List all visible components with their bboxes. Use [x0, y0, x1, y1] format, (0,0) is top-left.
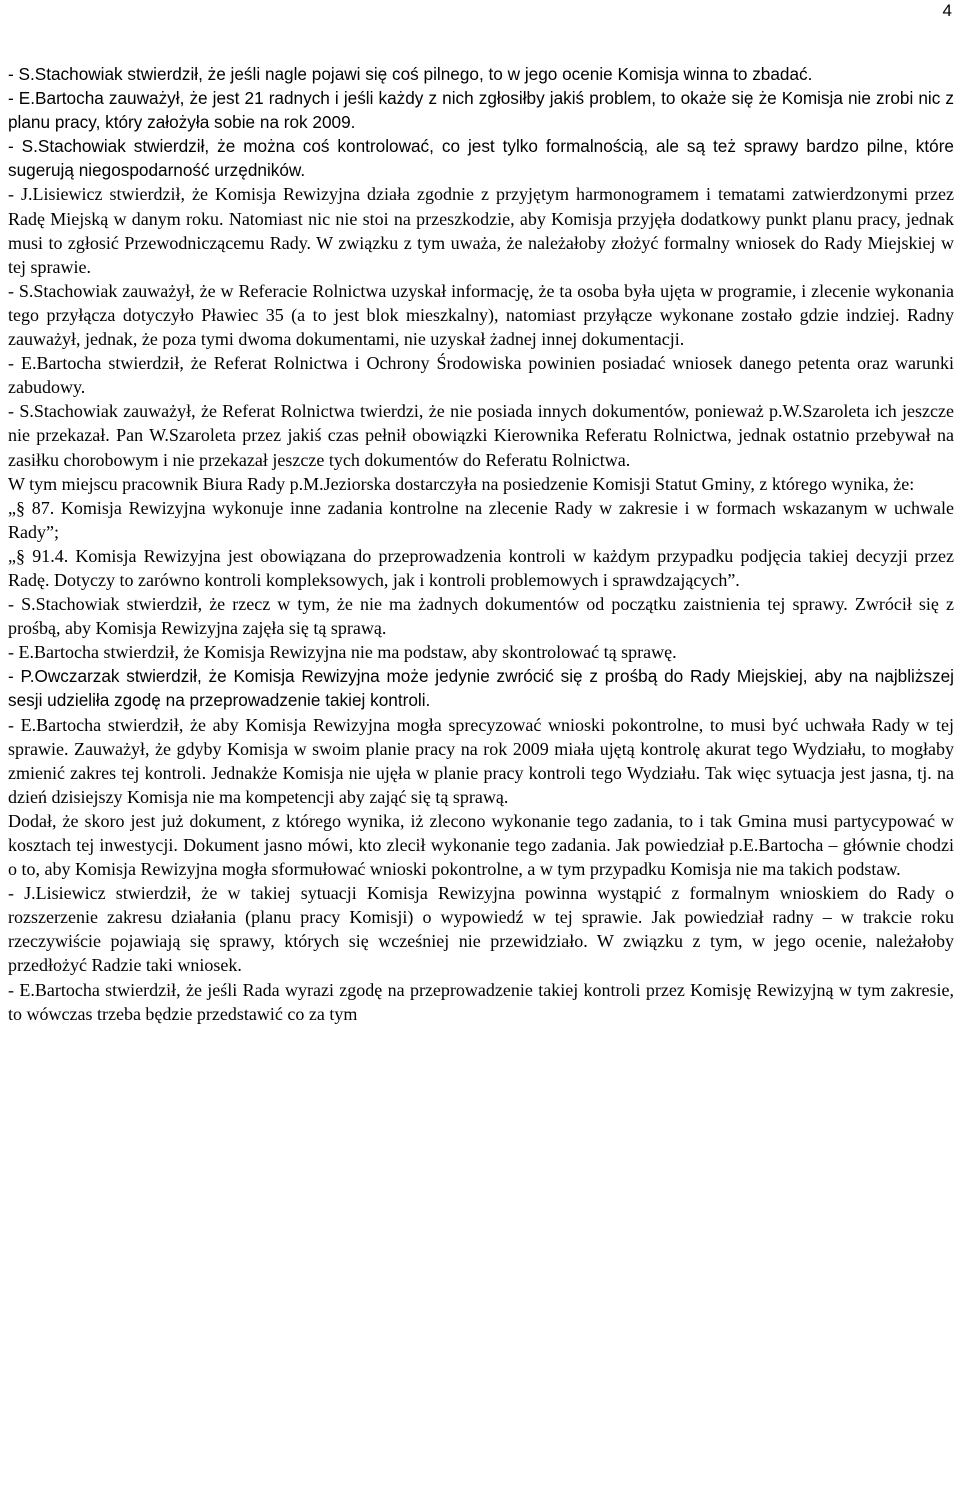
- paragraph: - S.Stachowiak zauważył, że Referat Rolnictwa twierdzi, że nie posiada innych dokumentów, ponieważ p.W.Szaroleta ich jeszcze nie przekazał. Pan W.Szaroleta przez jakiś czas pełnił obowiązki Kierownika Referatu Rolnictwa, jednak ostatnio przebywał na zasiłku chorobowym i nie przekazał jeszcze tych dokumentów do Referatu Rolnictwa.: [8, 401, 954, 470]
- paragraph: „§ 91.4. Komisja Rewizyjna jest obowiązana do przeprowadzenia kontroli w każdym przypadku podjęcia takiej decyzji przez Radę. Dotyczy to zarówno kontroli kompleksowych, jak i kontroli problemowych i sprawdzających”.: [8, 545, 954, 590]
- paragraph: - E.Bartocha stwierdził, że jeśli Rada wyrazi zgodę na przeprowadzenie takiej kontroli przez Komisję Rewizyjną w tym zakresie, to wówczas trzeba będzie przedstawić co za tym: [8, 979, 954, 1024]
- paragraph: - E.Bartocha stwierdził, że Komisja Rewizyjna nie ma podstaw, aby skontrolować tą sprawę.: [8, 642, 677, 663]
- paragraph: - J.Lisiewicz stwierdził, że w takiej sytuacji Komisja Rewizyjna powinna wystąpić z formalnym wnioskiem do Rady o rozszerzenie zakresu działania (planu pracy Komisji) o wypowiedź w tej sprawie. Jak powiedział radny – w trakcie roku rzeczywiście pojawiają się sprawy, których się wcześniej nie przewidziało. W związku z tym, w jego ocenie, należałoby przedłożyć Radzie taki wniosek.: [8, 883, 954, 976]
- paragraph: - S.Stachowiak zauważył, że w Referacie Rolnictwa uzyskał informację, że ta osoba była ujęta w programie, i zlecenie wykonania tego przyłącza dotyczyło Pławiec 35 (a to jest blok mieszkalny), natomiast przyłącze wykonane zostało gdzie indziej. Radny zauważył, jednak, że poza tymi dwoma dokumentami, nie uzyskał żadnej innej dokumentacji.: [8, 280, 954, 350]
- paragraph: W tym miejscu pracownik Biura Rady p.M.Jeziorska dostarczyła na posiedzenie Komisji Statut Gminy, z którego wynika, że:: [8, 473, 915, 494]
- paragraph: - E.Bartocha stwierdził, że aby Komisja Rewizyjna mogła sprecyzować wnioski pokontrolne, to musi być uchwała Rady w tej sprawie. Zauważył, że gdyby Komisja w swoim planie pracy na rok 2009 miała ujętą kontrolę akurat tego Wydziału, to mogłaby zmienić zakres tej kontroli. Jednakże Komisja nie ujęła w planie pracy kontroli tego Wydziału. Tak więc sytuacja jest jasna, tj. na dzień dzisiejszy Komisja nie ma kompetencji aby zająć się tą sprawą.: [8, 714, 954, 807]
- paragraph: Dodał, że skoro jest już dokument, z którego wynika, iż zlecono wykonanie tego zadania, to i tak Gmina musi partycypować w kosztach tej inwestycji. Dokument jasno mówi, kto zlecił wykonanie tego zadania. Jak powiedział p.E.Bartocha – głównie chodzi o to, aby Komisja Rewizyjna mogła sformułować wnioski pokontrolne, a w tym przypadku Komisja nie ma takich podstaw.: [8, 810, 954, 880]
- paragraph: - P.Owczarzak stwierdził, że Komisja Rewizyjna może jedynie zwrócić się z prośbą do Rady Miejskiej, aby na najbliższej sesji udzieliła zgodę na przeprowadzenie takiej kontroli.: [8, 666, 954, 711]
- paragraph: - S.Stachowiak stwierdził, że rzecz w tym, że nie ma żadnych dokumentów od początku zaistnienia tej sprawy. Zwrócił się z prośbą, aby Komisja Rewizyjna zajęła się tą sprawą.: [8, 594, 954, 639]
- paragraph: - E.Bartocha zauważył, że jest 21 radnych i jeśli każdy z nich zgłosiłby jakiś problem, to okaże się że Komisja nie zrobi nic z planu pracy, który założyła sobie na rok 2009.: [8, 88, 954, 133]
- paragraph: - S.Stachowiak stwierdził, że jeśli nagle pojawi się coś pilnego, to w jego ocenie Komisja winna to zbadać.: [8, 64, 813, 84]
- paragraph: - E.Bartocha stwierdził, że Referat Rolnictwa i Ochrony Środowiska powinien posiadać wniosek danego petenta oraz warunki zabudowy.: [8, 353, 954, 398]
- paragraph: „§ 87. Komisja Rewizyjna wykonuje inne zadania kontrolne na zlecenie Rady w zakresie i w formach wskazanym w uchwale Rady”;: [8, 497, 954, 542]
- page-number: 4: [942, 1, 952, 20]
- paragraph: - S.Stachowiak stwierdził, że można coś kontrolować, co jest tylko formalnością, ale są też sprawy bardzo pilne, które sugerują niegospodarność urzędników.: [8, 136, 954, 181]
- paragraph: - J.Lisiewicz stwierdził, że Komisja Rewizyjna działa zgodnie z przyjętym harmonogramem i tematami zatwierdzonymi przez Radę Miejską w danym roku. Natomiast nic nie stoi na przeszkodzie, aby Komisja przyjęła dodatkowy punkt planu pracy, jednak musi to zgłosić Przewodniczącemu Rady. W związku z tym uważa, że należałoby złożyć formalny wniosek do Rady Miejskiej w tej sprawie.: [8, 184, 954, 277]
- document-body: [8, 62, 954, 1026]
